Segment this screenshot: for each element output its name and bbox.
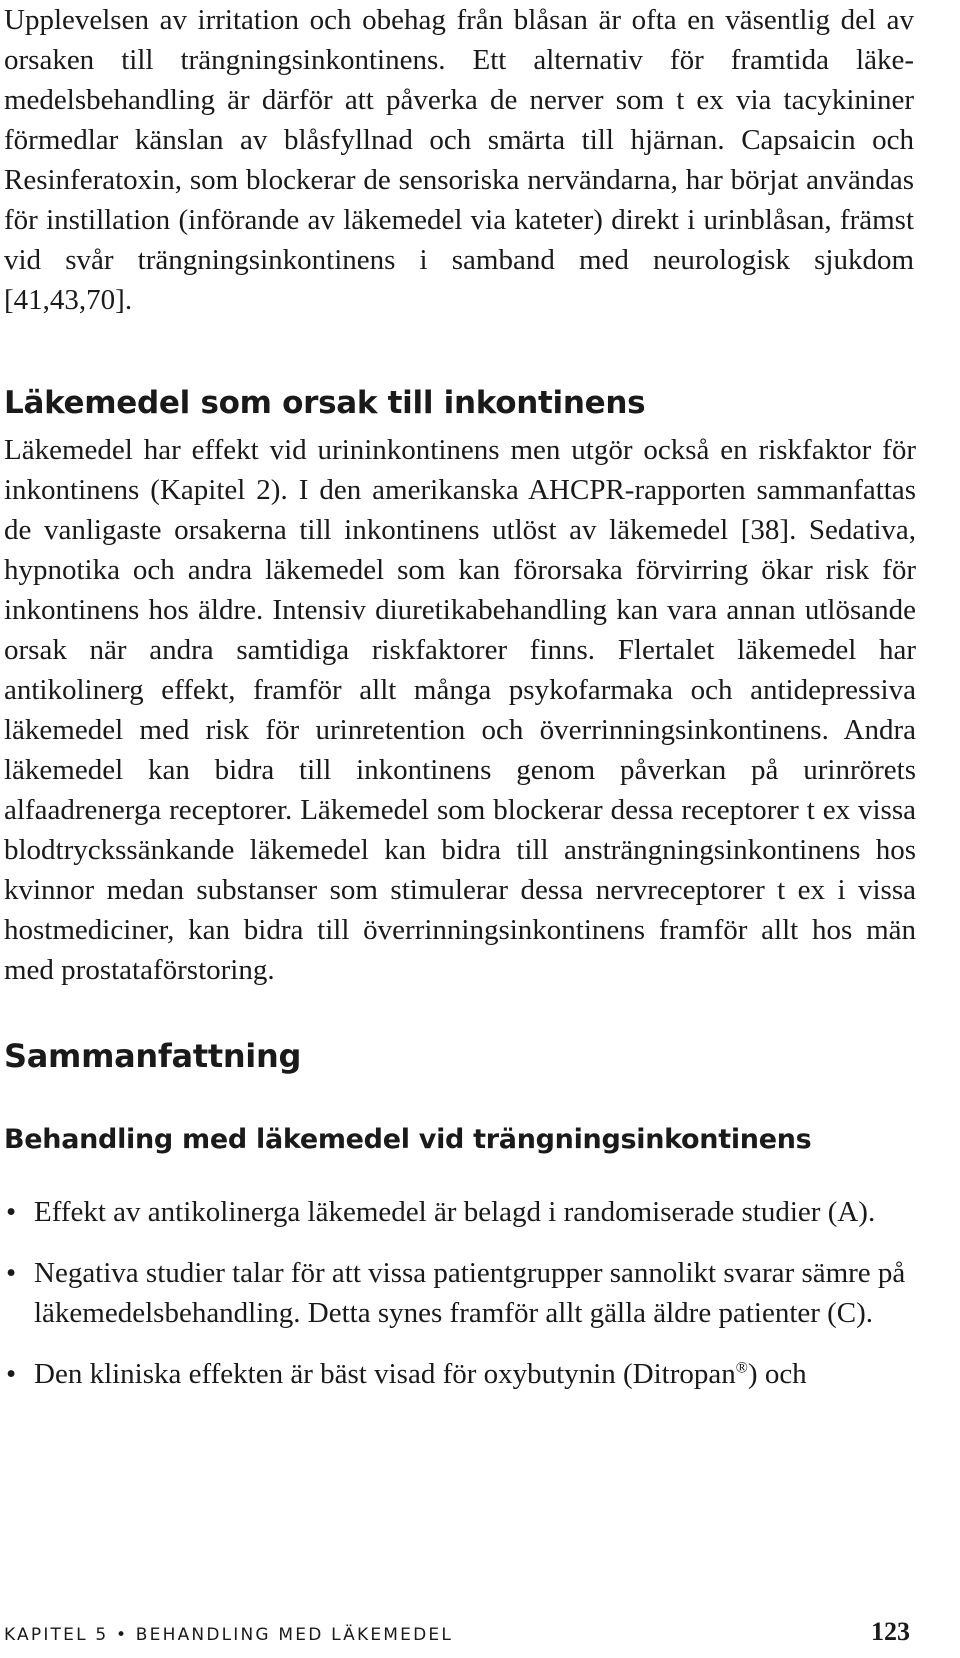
registered-mark: ® (735, 1359, 748, 1377)
section-paragraph: Läkemedel har effekt vid urininkontinens men utgör också en riskfaktor för inkontinens (Kapitel 2). I den amerikanska AHCPR-rapporten sammanfattas de vanligaste orsakerna till inkontinens utlöst av läkemedel [38]. Sedativa, hypnotika och andra läkemedel som kan förorsaka förvirring ökar risk för inkontinens hos äldre. Intensiv diuretikabehandling kan vara annan utlösande orsak när andra samtidiga riskfaktorer finns. Flertalet läkemedel har antikolinerg effekt, framför allt många psykofarmaka och antidepressiva läkemedel med risk för urinretention och överrinningsinkontinens. Andra läkemedel kan bidra till inkontinens genom påverkan på urinrörets alfaadrenerga receptorer. Läkemedel som blockerar dessa receptorer t ex vissa blodtryckssänkande läkemedel kan bidra till ansträngningsinkontinens hos kvinnor medan substanser som stimulerar dessa nervreceptorer t ex i vissa hostmediciner, kan bidra till överrinningsinkontinens framför allt hos män med prostataförstoring. (4, 434, 916, 986)
summary-subheading: Behandling med läkemedel vid trängningsinkontinens (4, 1124, 812, 1155)
bullet-text: Effekt av antikolinerga läkemedel är belagd i randomiserade studier (A). (34, 1196, 876, 1228)
bullet-icon: • (6, 1257, 17, 1289)
running-title: KAPITEL 5 • BEHANDLING MED LÄKEMEDEL (4, 1625, 453, 1645)
bullet-text-after: ) och (747, 1358, 807, 1390)
section-heading: Läkemedel som orsak till inkontinens (4, 385, 646, 421)
summary-bullet-item (4, 1354, 916, 1394)
page-footer (4, 1615, 910, 1655)
bullet-text: Negativa studier talar för att vissa patientgrupper sannolikt svarar sämre på läkemedelsbehandling. Detta synes framför allt gälla äldre patienter (C). (34, 1257, 906, 1329)
summary-heading: Sammanfattning (4, 1037, 302, 1075)
summary-bullet-item (4, 1253, 916, 1333)
bullet-icon: • (6, 1196, 17, 1228)
intro-paragraph: Upplevelsen av irritation och obehag från blåsan är ofta en väsentlig del av orsaken till trängningsinkontinens. Ett alternativ för framtida läkemedelsbehandling är därför att påverka de nerver som t ex via tacykininer förmedlar känslan av blåsfyllnad och smärta till hjärnan. Capsaicin och Resinferatoxin, som blockerar de sensoriska nervändarna, har börjat användas för instillation (införande av läkemedel via kateter) direkt i urinblåsan, främst vid svår trängningsinkontinens i samband med neurologisk sjukdom [41,43,70]. (4, 4, 914, 316)
summary-bullet-item (4, 1192, 916, 1232)
bullet-text (34, 1358, 807, 1390)
bullet-text-before: Den kliniska effekten är bäst visad för oxybutynin (Ditropan (34, 1358, 736, 1390)
summary-bullet-list (4, 1192, 916, 1415)
bullet-icon: • (6, 1358, 17, 1390)
page-number: 123 (871, 1617, 910, 1646)
